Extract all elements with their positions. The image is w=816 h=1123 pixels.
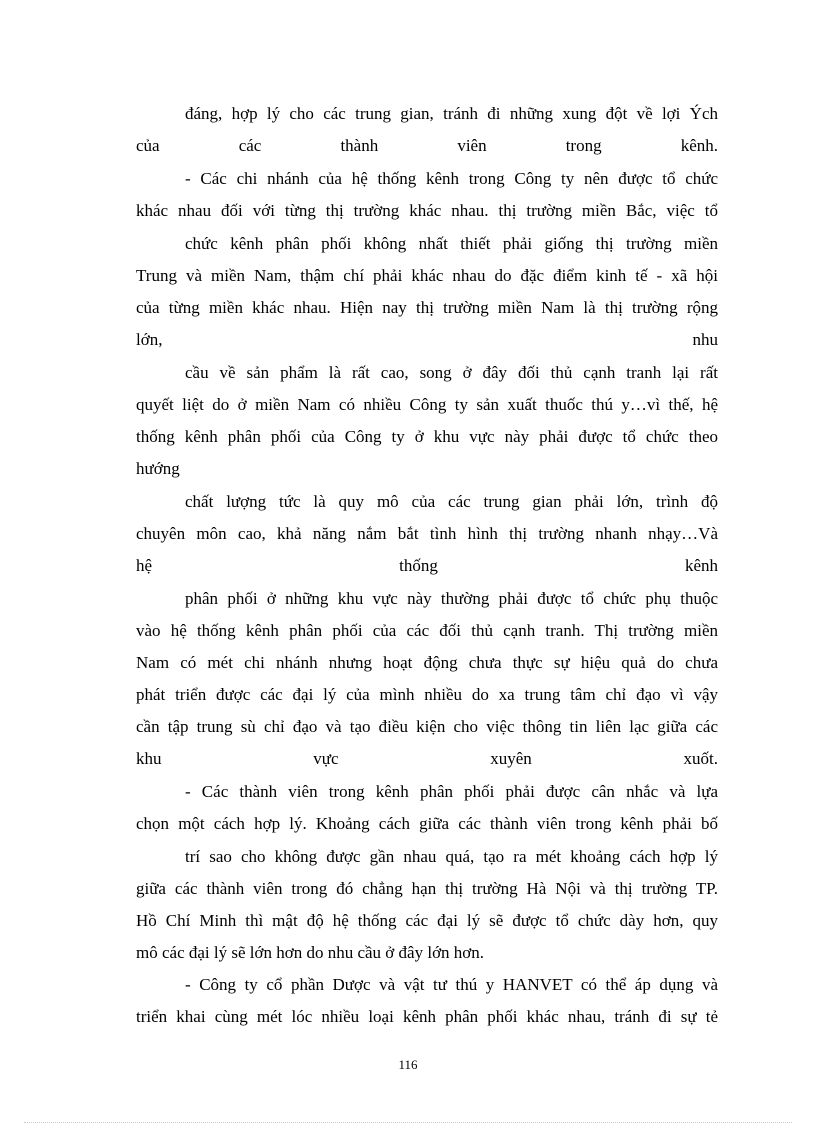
text-line: chức kênh phân phối không nhất thiết phải giống thị trường miền — [185, 234, 718, 253]
text-line: Nam có mét chi nhánh nhưng hoạt động chưa thực sự hiệu quả do chưa — [136, 653, 718, 672]
text-line: Trung và miền Nam, thậm chí phải khác nhau do đặc điểm kinh tế - xã hội — [136, 266, 718, 285]
text-line: - Các thành viên trong kênh phân phối phải được cân nhắc và lựa — [185, 782, 718, 801]
page-number: 116 — [398, 1057, 418, 1072]
text-line: quyết liệt do ở miền Nam có nhiều Công ty sản xuất thuốc thú y…vì thế, hệ — [136, 395, 718, 414]
text-line: phân phối ở những khu vực này thường phải được tổ chức phụ thuộc — [185, 589, 718, 608]
text-line: giữa các thành viên trong đó chẳng hạn thị trường Hà Nội và thị trường TP. — [136, 879, 718, 898]
text-line: trí sao cho không được gần nhau quá, tạo ra mét khoảng cách hợp lý — [185, 847, 718, 866]
text-line: phát triển được các đại lý của mình nhiều do xa trung tâm chỉ đạo vì vậy — [136, 685, 718, 704]
text-line: - Công ty cổ phần Dược và vật tư thú y HANVET có thể áp dụng và — [185, 975, 718, 994]
text-line: cầu về sản phẩm là rất cao, song ở đây đối thủ cạnh tranh lại rất — [185, 363, 718, 382]
text-line: hướng — [136, 459, 180, 478]
text-line: cần tập trung sù chỉ đạo và tạo điều kiện cho việc thông tin liên lạc giữa các — [136, 717, 718, 736]
text-line: chọn một cách hợp lý. Khoảng cách giữa các thành viên trong kênh phải bố — [136, 814, 718, 833]
text-line: lớn, nhu — [136, 330, 718, 349]
text-line: Hồ Chí Minh thì mật độ hệ thống các đại lý sẽ được tổ chức dày hơn, quy — [136, 911, 718, 930]
text-line: thống kênh phân phối của Công ty ở khu vực này phải được tổ chức theo — [136, 427, 718, 446]
text-line: mô các đại lý sẽ lớn hơn do nhu cầu ở đây lớn hơn. — [136, 943, 485, 962]
text-line: chất lượng tức là quy mô của các trung gian phải lớn, trình độ — [185, 492, 718, 511]
text-line: chuyên môn cao, khả năng nắm bắt tình hình thị trường nhanh nhạy…Và — [136, 524, 718, 543]
text-line: của các thành viên trong kênh. — [136, 136, 718, 155]
text-line: hệ thống kênh — [136, 556, 718, 575]
text-line: vào hệ thống kênh phân phối của các đối thủ cạnh tranh. Thị trường miền — [136, 621, 718, 640]
text-line: triển khai cùng mét lóc nhiều loại kênh phân phối khác nhau, tránh đi sự tẻ — [136, 1007, 718, 1026]
text-line: - Các chi nhánh của hệ thống kênh trong Công ty nên được tổ chức — [185, 169, 718, 188]
text-line: của từng miền khác nhau. Hiện nay thị trường miền Nam là thị trường rộng — [136, 298, 718, 317]
text-line: đáng, hợp lý cho các trung gian, tránh đi những xung đột về lợi Ých — [185, 104, 718, 123]
text-line: khác nhau đối với từng thị trường khác nhau. thị trường miền Bắc, việc tổ — [136, 201, 718, 220]
text-line: khu vực xuyên xuốt. — [136, 749, 718, 768]
